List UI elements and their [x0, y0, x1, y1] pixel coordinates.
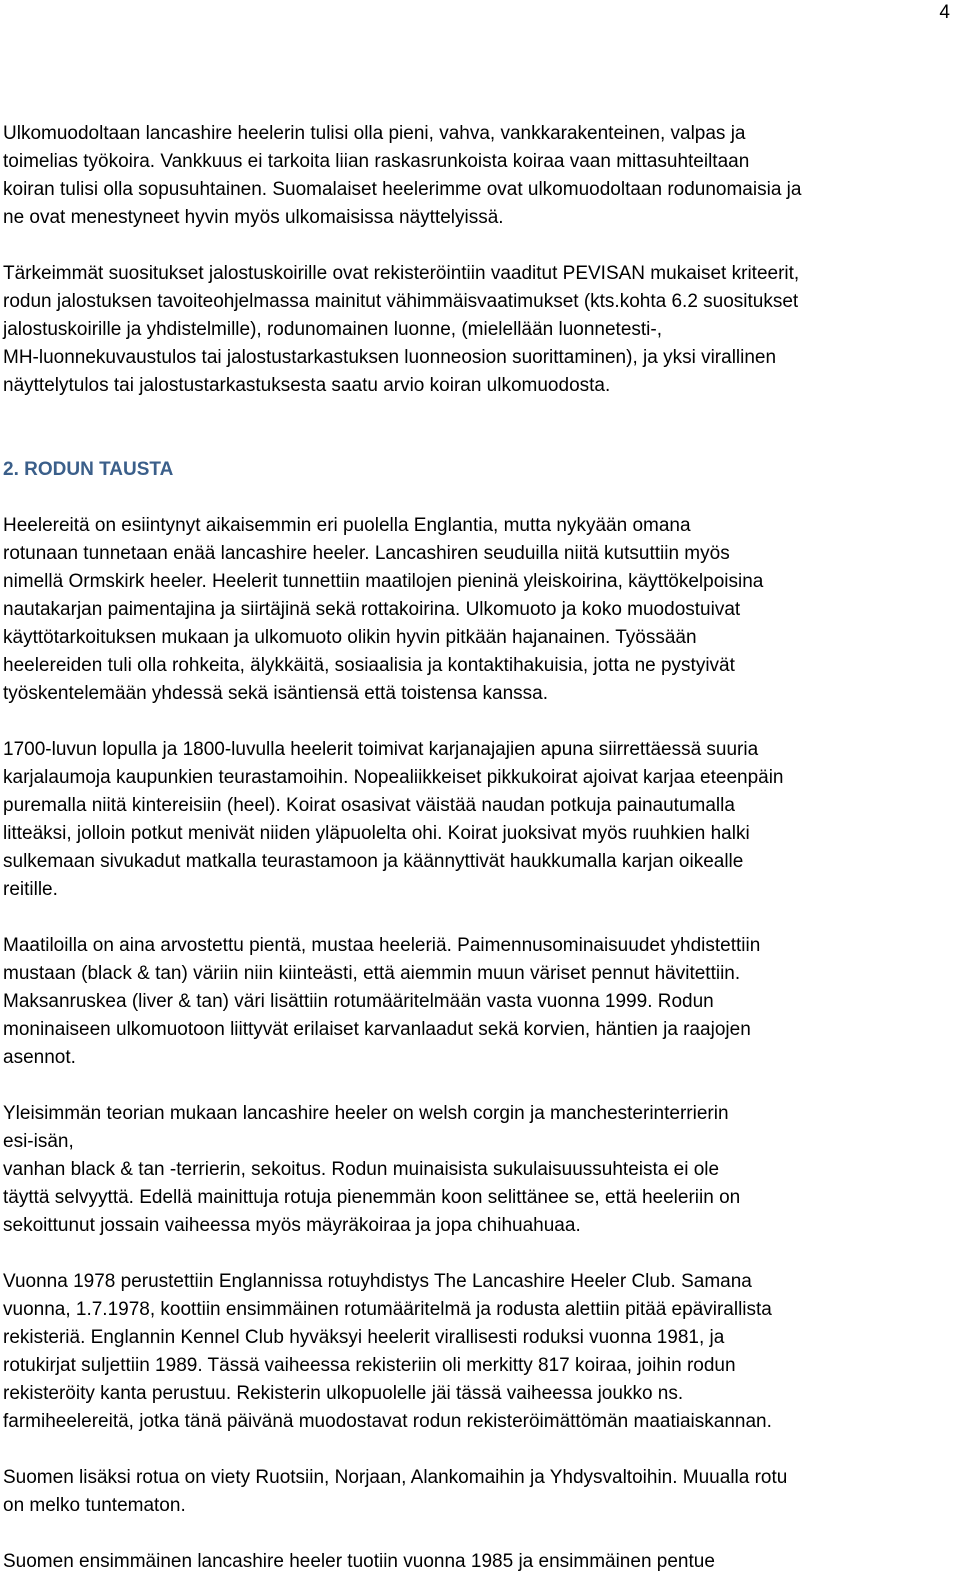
text-line: sulkemaan sivukadut matkalla teurastamoon ja käännyttivät haukkumalla karjan oikealle [3, 851, 744, 872]
text-line: Suomen ensimmäinen lancashire heeler tuotiin vuonna 1985 ja ensimmäinen pentue [3, 1551, 715, 1572]
paragraph [3, 120, 958, 232]
paragraph [3, 932, 958, 1072]
text-line: koiran tulisi olla sopusuhtainen. Suomalaiset heelerimme ovat ulkomuodoltaan rodunomaisia ja [3, 179, 802, 200]
text-line: rotunaan tunnetaan enää lancashire heeler. Lancashiren seuduilla niitä kutsuttiin myös [3, 543, 730, 564]
text-line: on melko tuntematon. [3, 1495, 186, 1516]
text-line: Tärkeimmät suositukset jalostuskoirille ovat rekisteröintiin vaaditut PEVISAN mukaiset kriteerit, [3, 263, 800, 284]
text-line: nimellä Ormskirk heeler. Heelerit tunnettiin maatilojen pieninä yleiskoirina, käyttökelpoisina [3, 571, 764, 592]
text-line: rekisteröity kanta perustuu. Rekisterin ulkopuolelle jäi tässä vaiheessa joukko ns. [3, 1383, 684, 1404]
text-line: rotukirjat suljettiin 1989. Tässä vaiheessa rekisteriin oli merkitty 817 koiraa, joihin rodun [3, 1355, 736, 1376]
text-line: reitille. [3, 879, 58, 900]
text-line: esi-isän, [3, 1131, 74, 1152]
text-line: ne ovat menestyneet hyvin myös ulkomaisissa näyttelyissä. [3, 207, 504, 228]
document-body [3, 120, 958, 1576]
text-line: nautakarjan paimentajina ja siirtäjinä sekä rottakoirina. Ulkomuoto ja koko muodostuivat [3, 599, 741, 620]
text-line: täyttä selvyyttä. Edellä mainittuja rotuja pienemmän koon selittänee se, että heeleriin on [3, 1187, 741, 1208]
text-line: farmiheelereitä, jotka tänä päivänä muodostavat rodun rekisteröimättömän maatiaiskannan. [3, 1411, 772, 1432]
text-line: näyttelytulos tai jalostustarkastuksesta saatu arvio koiran ulkomuodosta. [3, 375, 611, 396]
text-line: toimelias työkoira. Vankkuus ei tarkoita liian raskasrunkoista koiraa vaan mittasuhteiltaan [3, 151, 750, 172]
text-line: mustaan (black & tan) väriin niin kiinteästi, että aiemmin muun väriset pennut hävitettiin. [3, 963, 741, 984]
text-line: jalostuskoirille ja yhdistelmille), rodunomainen luonne, (mielellään luonnetesti-, [3, 319, 663, 340]
text-line: vanhan black & tan -terrierin, sekoitus. Rodun muinaisista sukulaisuussuhteista ei ole [3, 1159, 720, 1180]
text-line: rodun jalostuksen tavoiteohjelmassa mainitut vähimmäisvaatimukset (kts.kohta 6.2 suositukset [3, 291, 799, 312]
paragraph [3, 512, 958, 708]
text-line: Ulkomuodoltaan lancashire heelerin tulisi olla pieni, vahva, vankkarakenteinen, valpas ja [3, 123, 746, 144]
text-line: Maksanruskea (liver & tan) väri lisättiin rotumääritelmään vasta vuonna 1999. Rodun [3, 991, 714, 1012]
text-line: työskentelemään yhdessä sekä isäntiensä että toistensa kanssa. [3, 683, 548, 704]
text-line: sekoittunut jossain vaiheessa myös mäyräkoiraa ja jopa chihuahuaa. [3, 1215, 581, 1236]
text-line: karjalaumoja kaupunkien teurastamoihin. Nopealiikkeiset pikkukoirat ajoivat karjaa eteenpäin [3, 767, 784, 788]
paragraph [3, 1464, 958, 1520]
text-line: puremalla niitä kintereisiin (heel). Koirat osasivat väistää naudan potkuja painautumalla [3, 795, 735, 816]
text-line: asennot. [3, 1047, 76, 1068]
text-line: MH-luonnekuvaustulos tai jalostustarkastuksen luonneosion suorittaminen), ja yksi virallinen [3, 347, 777, 368]
text-line: Maatiloilla on aina arvostettu pientä, mustaa heeleriä. Paimennusominaisuudet yhdistettiin [3, 935, 761, 956]
paragraph [3, 1100, 958, 1240]
paragraph [3, 736, 958, 904]
paragraph [3, 1548, 958, 1576]
text-line: Yleisimmän teorian mukaan lancashire heeler on welsh corgin ja manchesterinterrierin [3, 1103, 729, 1124]
text-line: Vuonna 1978 perustettiin Englannissa rotuyhdistys The Lancashire Heeler Club. Samana [3, 1271, 752, 1292]
text-line: 1700-luvun lopulla ja 1800-luvulla heelerit toimivat karjanajajien apuna siirrettäessä suuria [3, 739, 759, 760]
page-number: 4 [939, 2, 950, 23]
text-line: moninaiseen ulkomuotoon liittyvät erilaiset karvanlaadut sekä korvien, häntien ja raajojen [3, 1019, 751, 1040]
section-heading: 2. RODUN TAUSTA [3, 459, 174, 480]
text-line: Suomen lisäksi rotua on viety Ruotsiin, Norjaan, Alankomaihin ja Yhdysvaltoihin. Muualla rotu [3, 1467, 788, 1488]
paragraph [3, 1268, 958, 1436]
paragraph [3, 260, 958, 400]
text-line: käyttötarkoituksen mukaan ja ulkomuoto olikin hyvin pitkään hajanainen. Työssään [3, 627, 697, 648]
text-line: Heelereitä on esiintynyt aikaisemmin eri puolella Englantia, mutta nykyään omana [3, 515, 691, 536]
text-line: rekisteriä. Englannin Kennel Club hyväksyi heelerit virallisesti roduksi vuonna 1981, ja [3, 1327, 725, 1348]
text-line: litteäksi, jolloin potkut menivät niiden yläpuolelta ohi. Koirat juoksivat myös ruuhkien halki [3, 823, 750, 844]
text-line: heelereiden tuli olla rohkeita, älykkäitä, sosiaalisia ja kontaktihakuisia, jotta ne pystyivät [3, 655, 735, 676]
text-line: vuonna, 1.7.1978, koottiin ensimmäinen rotumääritelmä ja rodusta alettiin pitää epävirallista [3, 1299, 772, 1320]
